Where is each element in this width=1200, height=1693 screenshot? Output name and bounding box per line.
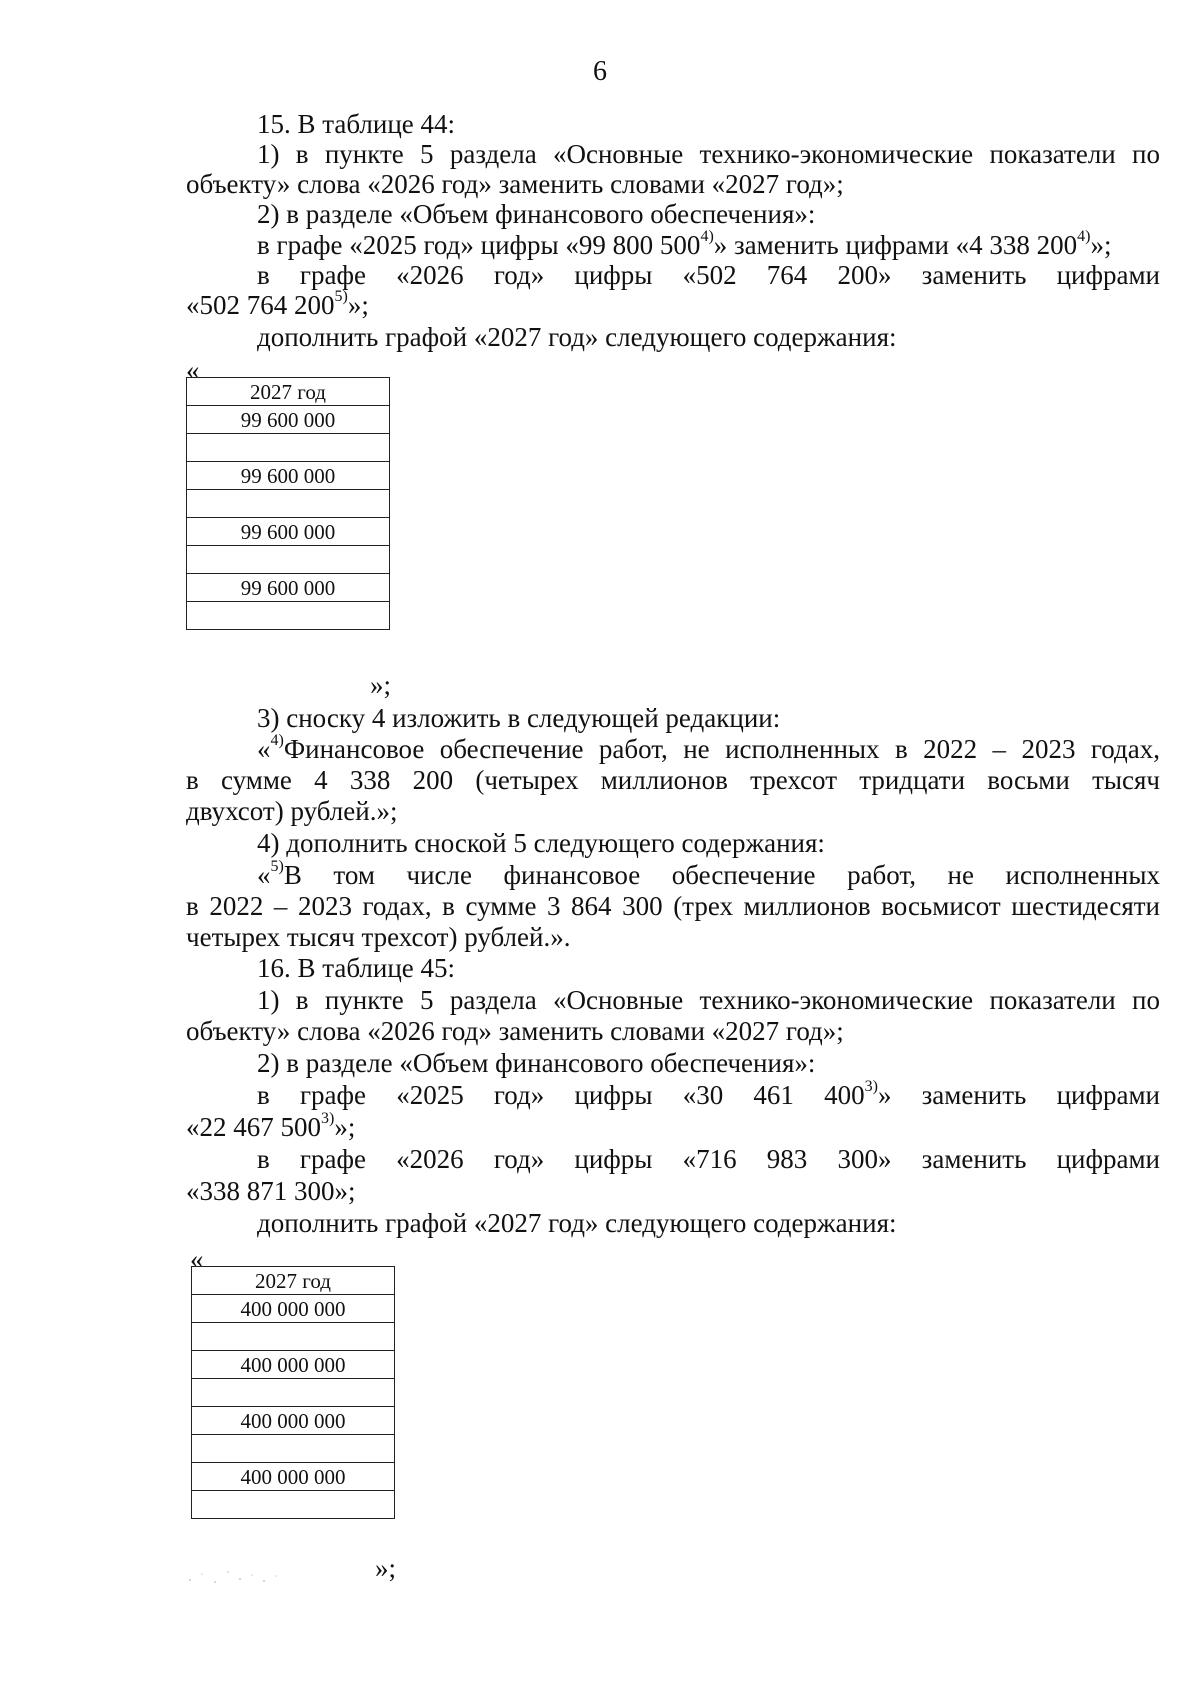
section-16-graph-2026-line-1: в графе «2026 год» цифры «716 983 300» заменить цифрами [257,1144,1160,1174]
footnote-4-line-2: в сумме 4 338 200 (четырех миллионов трехсот тридцати восьми тысяч [186,765,1160,795]
table-cell [192,1435,395,1463]
table-cell: 99 600 000 [187,462,390,490]
section-15-item-1-line-2: объекту» слова «2026 год» заменить словами «2027 год»; [186,169,844,199]
footnote-4-line-1: «$^{4)}$Финансовое обеспечение работ, не исполненных в 2022 – 2023 годах, [257,732,1160,764]
table-cell [187,546,390,574]
section-15-graph-2026-line-2: «502 764 200$^{5)}$»; [186,288,369,320]
table-cell [192,1491,395,1519]
table-cell: 400 000 000 [192,1407,395,1435]
section-15-item-4: 4) дополнить сноской 5 следующего содержания: [257,828,825,858]
table-44-column-2027 [186,377,390,630]
footnote-ref: 4) [700,228,714,245]
section-15-graph-2025-line: в графе «2025 год» цифры «99 800 500$^{4)}$» заменить цифрами «4 338 200$^{4)}$»; [257,228,1112,260]
table-cell [192,1379,395,1407]
footnote-5-line-3: четырех тысяч трехсот) рублей.». [186,922,571,952]
table-cell: 99 600 000 [187,518,390,546]
footnote-ref: 4) [270,732,284,749]
table-cell: 99 600 000 [187,574,390,602]
table-cell [187,490,390,518]
section-15-item-2: 2) в разделе «Объем финансового обеспечения»: [257,199,816,229]
section-15-graph-2026-line-1: в графе «2026 год» цифры «502 764 200» заменить цифрами [257,260,1160,290]
footnote-ref: 4) [1077,228,1091,245]
section-16-graph-2026-line-2: «338 871 300»; [186,1176,356,1206]
table-cell: 400 000 000 [192,1295,395,1323]
table-cell: 400 000 000 [192,1351,395,1379]
section-15-item-3: 3) сноску 4 изложить в следующей редакции: [257,703,781,733]
table-header: 2027 год [192,1267,395,1295]
section-15-item-1-line-1: 1) в пункте 5 раздела «Основные технико-экономические показатели по [257,139,1160,169]
open-quote: « [186,355,200,385]
section-16-item-1-line-1: 1) в пункте 5 раздела «Основные технико-экономические показатели по [257,985,1160,1015]
page-number: 6 [593,56,607,87]
footnote-ref: 3) [864,1078,878,1095]
footnote-ref: 3) [321,1110,335,1127]
open-quote: « [190,1244,204,1274]
section-16-heading: 16. В таблице 45: [257,953,456,983]
section-15-add-column: дополнить графой «2027 год» следующего содержания: [257,322,897,352]
footnote-4-line-3: двухсот) рублей.»; [186,796,398,826]
close-quote: »; [370,670,392,700]
table-45-column-2027 [191,1266,395,1519]
table-cell: 400 000 000 [192,1463,395,1491]
close-quote: »; [375,1553,397,1583]
scan-speckle [180,1560,290,1590]
table-cell [192,1323,395,1351]
section-16-graph-2025-line-2: «22 467 500$^{3)}$»; [186,1110,356,1142]
section-16-item-1-line-2: объекту» слова «2026 год» заменить словами «2027 год»; [186,1016,844,1046]
table-cell [187,602,390,630]
footnote-ref: 5) [270,858,284,875]
section-15-heading: 15. В таблице 44: [257,109,456,139]
section-16-graph-2025-line-1: в графе «2025 год» цифры «30 461 400$^{3)}$» заменить цифрами [257,1078,1160,1110]
section-16-add-column: дополнить графой «2027 год» следующего содержания: [257,1208,897,1238]
section-16-item-2: 2) в разделе «Объем финансового обеспечения»: [257,1048,816,1078]
table-header: 2027 год [187,378,390,406]
footnote-5-line-2: в 2022 – 2023 годах, в сумме 3 864 300 (трех миллионов восьмисот шестидесяти [186,891,1160,921]
footnote-5-line-1: «$^{5)}$В том числе финансовое обеспечение работ, не исполненных [257,858,1160,890]
table-cell [187,434,390,462]
footnote-ref: 5) [334,288,348,305]
table-cell: 99 600 000 [187,406,390,434]
